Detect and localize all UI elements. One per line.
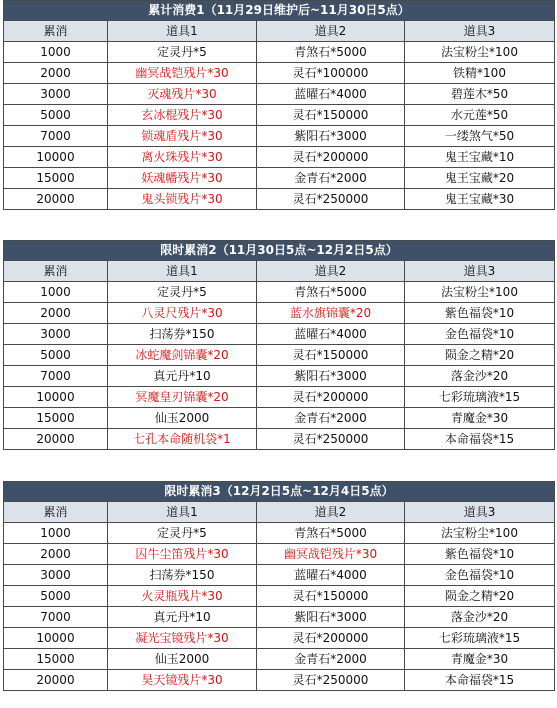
table-row — [4, 324, 555, 345]
reward-item-cell: 凝光宝镜残片*30 — [108, 628, 257, 649]
reward-item-cell: 青煞石*5000 — [257, 42, 405, 63]
threshold-cell: 15000 — [4, 408, 108, 429]
reward-item-cell: 碧莲木*50 — [405, 84, 555, 105]
reward-item-cell: 鬼王宝藏*30 — [405, 189, 555, 210]
table-row — [4, 345, 555, 366]
reward-item-cell: 水元莲*50 — [405, 105, 555, 126]
reward-item-cell: 七孔本命随机袋*1 — [108, 429, 257, 450]
column-header: 道具1 — [108, 21, 257, 42]
threshold-cell: 20000 — [4, 429, 108, 450]
reward-item-cell: 一缕煞气*50 — [405, 126, 555, 147]
column-header: 道具2 — [257, 502, 405, 523]
reward-item-cell: 妖魂幡残片*30 — [108, 168, 257, 189]
reward-item-cell: 法宝粉尘*100 — [405, 282, 555, 303]
reward-item-cell: 囚牛尘笛残片*30 — [108, 544, 257, 565]
reward-item-cell: 金色福袋*10 — [405, 565, 555, 586]
table-row — [4, 366, 555, 387]
table-row — [4, 544, 555, 565]
threshold-cell: 1000 — [4, 42, 108, 63]
reward-item-cell: 灵石*150000 — [257, 345, 405, 366]
section-cumulative-1 — [3, 0, 554, 210]
reward-item-cell: 铁精*100 — [405, 63, 555, 84]
reward-item-cell: 青煞石*5000 — [257, 282, 405, 303]
section-title-row — [4, 482, 555, 502]
reward-item-cell: 玄冰棍残片*30 — [108, 105, 257, 126]
table-row — [4, 607, 555, 628]
threshold-cell: 5000 — [4, 586, 108, 607]
reward-item-cell: 离火珠残片*30 — [108, 147, 257, 168]
threshold-cell: 2000 — [4, 303, 108, 324]
section-title-row — [4, 1, 555, 21]
table-row — [4, 84, 555, 105]
column-header: 道具3 — [405, 261, 555, 282]
reward-item-cell: 紫阳石*3000 — [257, 607, 405, 628]
table-row — [4, 628, 555, 649]
reward-item-cell: 灭魂残片*30 — [108, 84, 257, 105]
reward-table-3 — [3, 481, 555, 691]
reward-item-cell: 落金沙*20 — [405, 366, 555, 387]
column-header: 道具2 — [257, 21, 405, 42]
reward-item-cell: 紫色福袋*10 — [405, 544, 555, 565]
reward-item-cell: 灵石*100000 — [257, 63, 405, 84]
threshold-cell: 7000 — [4, 366, 108, 387]
reward-item-cell: 八灵尺残片*30 — [108, 303, 257, 324]
reward-item-cell: 真元丹*10 — [108, 607, 257, 628]
reward-item-cell: 灵石*150000 — [257, 105, 405, 126]
column-header-row — [4, 502, 555, 523]
threshold-cell: 2000 — [4, 544, 108, 565]
table-row — [4, 387, 555, 408]
reward-table-2 — [3, 240, 555, 450]
threshold-cell: 1000 — [4, 523, 108, 544]
column-header: 道具3 — [405, 21, 555, 42]
table-row — [4, 649, 555, 670]
reward-item-cell: 紫色福袋*10 — [405, 303, 555, 324]
reward-item-cell: 金青石*2000 — [257, 168, 405, 189]
threshold-cell: 10000 — [4, 387, 108, 408]
reward-item-cell: 法宝粉尘*100 — [405, 42, 555, 63]
reward-item-cell: 锁魂盾残片*30 — [108, 126, 257, 147]
threshold-cell: 20000 — [4, 189, 108, 210]
reward-item-cell: 七彩琉璃液*15 — [405, 387, 555, 408]
reward-item-cell: 鬼头锁残片*30 — [108, 189, 257, 210]
reward-item-cell: 冰蛇魔剑锦囊*20 — [108, 345, 257, 366]
reward-item-cell: 灵石*200000 — [257, 147, 405, 168]
table-row — [4, 523, 555, 544]
threshold-cell: 3000 — [4, 565, 108, 586]
reward-item-cell: 鬼王宝藏*20 — [405, 168, 555, 189]
reward-item-cell: 青魔金*30 — [405, 408, 555, 429]
reward-item-cell: 昊天镜残片*30 — [108, 670, 257, 691]
threshold-cell: 5000 — [4, 345, 108, 366]
reward-item-cell: 蓝水旗锦囊*20 — [257, 303, 405, 324]
table-row — [4, 63, 555, 84]
reward-item-cell: 扫荡券*150 — [108, 565, 257, 586]
reward-item-cell: 灵石*250000 — [257, 189, 405, 210]
reward-item-cell: 幽冥战铠残片*30 — [257, 544, 405, 565]
section-title-row — [4, 241, 555, 261]
table-row — [4, 126, 555, 147]
reward-item-cell: 紫阳石*3000 — [257, 126, 405, 147]
reward-item-cell: 金青石*2000 — [257, 649, 405, 670]
reward-item-cell: 定灵丹*5 — [108, 282, 257, 303]
column-header: 道具1 — [108, 502, 257, 523]
reward-item-cell: 火灵瓶残片*30 — [108, 586, 257, 607]
reward-item-cell: 本命福袋*15 — [405, 670, 555, 691]
threshold-cell: 20000 — [4, 670, 108, 691]
column-header: 道具2 — [257, 261, 405, 282]
table-row — [4, 565, 555, 586]
table-row — [4, 670, 555, 691]
section-title: 累计消费1（11月29日维护后~11月30日5点） — [4, 1, 555, 21]
section-limited-3 — [3, 481, 554, 691]
reward-item-cell: 蓝曜石*4000 — [257, 84, 405, 105]
reward-item-cell: 蓝曜石*4000 — [257, 324, 405, 345]
threshold-cell: 10000 — [4, 628, 108, 649]
reward-item-cell: 仙玉2000 — [108, 649, 257, 670]
threshold-cell: 1000 — [4, 282, 108, 303]
reward-item-cell: 青煞石*5000 — [257, 523, 405, 544]
threshold-cell: 3000 — [4, 84, 108, 105]
reward-item-cell: 七彩琉璃液*15 — [405, 628, 555, 649]
reward-item-cell: 灵石*250000 — [257, 670, 405, 691]
reward-item-cell: 灵石*150000 — [257, 586, 405, 607]
reward-item-cell: 蓝曜石*4000 — [257, 565, 405, 586]
threshold-cell: 2000 — [4, 63, 108, 84]
table-row — [4, 408, 555, 429]
reward-item-cell: 鬼王宝藏*10 — [405, 147, 555, 168]
threshold-cell: 15000 — [4, 649, 108, 670]
table-row — [4, 189, 555, 210]
reward-item-cell: 仙玉2000 — [108, 408, 257, 429]
column-header: 累消 — [4, 261, 108, 282]
threshold-cell: 5000 — [4, 105, 108, 126]
reward-item-cell: 扫荡券*150 — [108, 324, 257, 345]
reward-item-cell: 定灵丹*5 — [108, 523, 257, 544]
column-header: 道具1 — [108, 261, 257, 282]
section-title: 限时累消3（12月2日5点~12月4日5点） — [4, 482, 555, 502]
reward-item-cell: 法宝粉尘*100 — [405, 523, 555, 544]
reward-item-cell: 陨金之精*20 — [405, 586, 555, 607]
column-header: 累消 — [4, 21, 108, 42]
reward-item-cell: 本命福袋*15 — [405, 429, 555, 450]
threshold-cell: 7000 — [4, 607, 108, 628]
table-row — [4, 147, 555, 168]
column-header-row — [4, 261, 555, 282]
reward-item-cell: 灵石*200000 — [257, 387, 405, 408]
section-title: 限时累消2（11月30日5点~12月2日5点） — [4, 241, 555, 261]
reward-item-cell: 金色福袋*10 — [405, 324, 555, 345]
section-limited-2 — [3, 240, 554, 450]
table-row — [4, 586, 555, 607]
reward-item-cell: 灵石*250000 — [257, 429, 405, 450]
threshold-cell: 3000 — [4, 324, 108, 345]
table-row — [4, 303, 555, 324]
table-row — [4, 429, 555, 450]
table-row — [4, 105, 555, 126]
table-row — [4, 168, 555, 189]
reward-item-cell: 紫阳石*3000 — [257, 366, 405, 387]
table-row — [4, 42, 555, 63]
reward-item-cell: 灵石*200000 — [257, 628, 405, 649]
table-row — [4, 282, 555, 303]
threshold-cell: 10000 — [4, 147, 108, 168]
column-header: 累消 — [4, 502, 108, 523]
reward-item-cell: 真元丹*10 — [108, 366, 257, 387]
threshold-cell: 15000 — [4, 168, 108, 189]
reward-item-cell: 落金沙*20 — [405, 607, 555, 628]
reward-item-cell: 冥魔皇刃锦囊*20 — [108, 387, 257, 408]
reward-table-1 — [3, 0, 555, 210]
column-header-row — [4, 21, 555, 42]
reward-item-cell: 青魔金*30 — [405, 649, 555, 670]
reward-item-cell: 定灵丹*5 — [108, 42, 257, 63]
reward-item-cell: 金青石*2000 — [257, 408, 405, 429]
column-header: 道具3 — [405, 502, 555, 523]
reward-item-cell: 陨金之精*20 — [405, 345, 555, 366]
threshold-cell: 7000 — [4, 126, 108, 147]
reward-item-cell: 幽冥战铠残片*30 — [108, 63, 257, 84]
